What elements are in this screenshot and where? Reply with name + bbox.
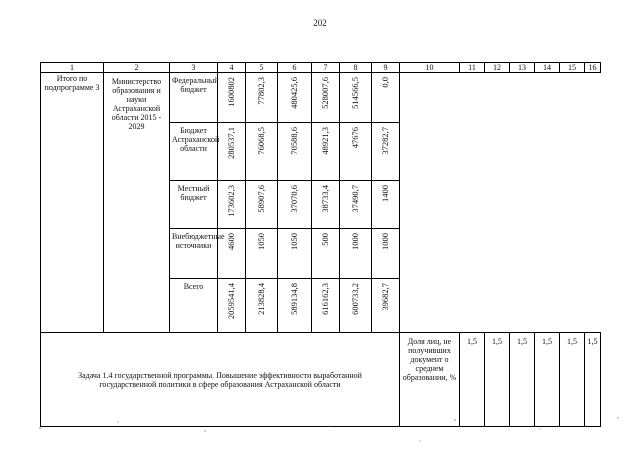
value-cell: 1000	[380, 233, 390, 250]
col-num: 7	[312, 63, 340, 73]
task-text: Задача 1.4 государственной программы. Повышение эффективности выработанной государственной политики в сфере образования Астраханской области	[41, 333, 400, 427]
value-cell: 0,0	[380, 77, 390, 88]
value-cell: 514566,5	[350, 77, 360, 109]
col-num: 14	[535, 63, 560, 73]
value-cell: 4600	[226, 233, 236, 250]
col-num: 1	[41, 63, 104, 73]
executor-cell: Министерство образования и науки Астраханской области 2015 - 2029	[104, 73, 170, 333]
value-cell: 37490,7	[350, 185, 360, 213]
col-num: 8	[340, 63, 372, 73]
source-name: Внебюджетные источники	[170, 229, 218, 279]
value-cell: 616162,3	[320, 283, 330, 315]
value-cell: 39682,7	[380, 283, 390, 311]
value-cell: 58907,6	[256, 185, 266, 213]
value-cell: 1400	[380, 185, 390, 202]
indicator-value: 1,5	[460, 333, 485, 427]
value-cell: 1600802	[226, 77, 236, 107]
value-cell: 77802,3	[256, 77, 266, 105]
col-num: 4	[218, 63, 246, 73]
page-number: 202	[313, 18, 327, 28]
value-cell: 1050	[289, 233, 299, 250]
col-num: 3	[170, 63, 218, 73]
value-cell: 47676	[350, 127, 360, 149]
source-name: Федеральный бюджет	[170, 73, 218, 123]
indicator-value: 1,5	[585, 333, 601, 427]
value-cell: 38733,4	[320, 185, 330, 213]
value-cell: 528007,6	[320, 77, 330, 109]
col-num: 12	[485, 63, 510, 73]
value-cell: 1050	[256, 233, 266, 250]
indicator-value: 1,5	[535, 333, 560, 427]
indicator-value: 1,5	[560, 333, 585, 427]
value-cell: 500	[320, 233, 330, 246]
indicator-cell: Доля лиц, не получивших документ о среднем образовании, %	[400, 333, 460, 427]
col-num: 11	[460, 63, 485, 73]
col-num: 16	[585, 63, 601, 73]
source-name: Всего	[170, 279, 218, 333]
indicator-value: 1,5	[510, 333, 535, 427]
col-num: 10	[400, 63, 460, 73]
value-cell: 2059541,4	[226, 283, 236, 320]
value-cell: 37282,7	[380, 127, 390, 155]
col-num: 5	[246, 63, 278, 73]
value-cell: 173602,3	[226, 185, 236, 217]
value-cell: 280537,1	[226, 127, 236, 159]
col-num: 2	[104, 63, 170, 73]
value-cell: 600733,2	[350, 283, 360, 315]
col-num: 13	[510, 63, 535, 73]
value-cell: 1000	[350, 233, 360, 250]
value-cell: 70588,6	[289, 127, 299, 155]
col-num: 6	[278, 63, 312, 73]
indicator-value: 1,5	[485, 333, 510, 427]
value-cell: 37070,6	[289, 185, 299, 213]
value-cell: 76068,5	[256, 127, 266, 155]
col-num: 9	[372, 63, 400, 73]
value-cell: 589134,8	[289, 283, 299, 315]
value-cell: 480425,6	[289, 77, 299, 109]
program-total-label: Итого по подпрограмме 3	[41, 73, 104, 333]
source-name: Бюджет Астраханской области	[170, 123, 218, 181]
col-num: 15	[560, 63, 585, 73]
source-name: Местный бюджет	[170, 181, 218, 229]
value-cell: 48921,3	[320, 127, 330, 155]
value-cell: 213828,4	[256, 283, 266, 315]
